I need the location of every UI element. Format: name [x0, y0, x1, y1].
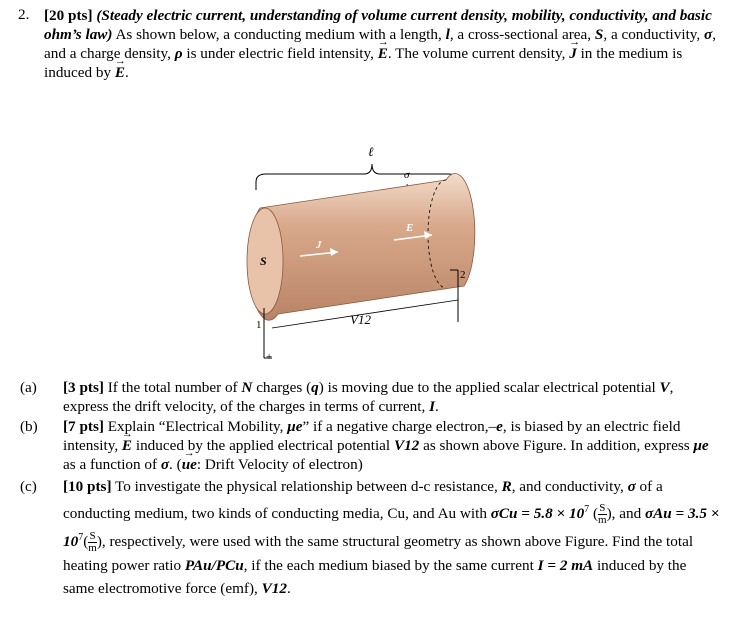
part-a-text-1: If the total number of [103, 379, 242, 396]
symbol-E-vector-2: → E [115, 63, 125, 82]
intro-text-5: is under electric field intensity, [182, 45, 378, 62]
part-b-text-4: induced by the applied electrical potential [132, 437, 394, 454]
intro-text-7: in the medium is induced by [44, 45, 683, 81]
symbol-mu-e-2: μe [693, 437, 709, 454]
part-c-text-1: To investigate the physical relationship between d-c resistance, [111, 478, 502, 495]
sigma-cu-value: σCu = 5.8 × 10 [490, 505, 585, 523]
symbol-mu-e: μe [287, 418, 303, 435]
intro-text-3: , a conductivity, [603, 26, 705, 43]
symbol-l: l [445, 26, 450, 43]
label-J: J [316, 239, 322, 251]
part-c-text-8: . [286, 580, 291, 598]
intro-text-2: , a cross-sectional area, [449, 26, 595, 43]
symbol-V: V [659, 379, 670, 396]
part-b-label: (b) [20, 418, 38, 435]
symbol-q: q [311, 379, 319, 396]
label-terminal-2: 2 [460, 269, 466, 281]
part-c: (c) [10 pts] To investigate the physical relationship between d-c resistance, R, and conductivity, σ of a conducting medium, two kinds of conducting media, Cu, and Au with $\sigma Cu = 5.8 \times 10^7$ ( $\frac{S}{m}$ ), and $\sigma Au = 3.5 \times 10^7$( $\frac{S}{m}$ ), respectively, were used with the same structural geometry as shown above Figure. Find the total heating power ratio PAu/PCu, if the each medium biased by the same current I = 2 mA induced by the same electromotive force (emf), V12. [20, 475, 720, 600]
part-b-text-5: as shown above Figure. In addition, express [419, 437, 694, 454]
intro-text-4: , and a charge density, [44, 26, 716, 62]
intro-text-6: . The volume current density, [387, 45, 570, 62]
symbol-S: S [594, 26, 604, 43]
symbol-E-vector: → E [378, 44, 388, 63]
question-number: 2. [18, 6, 30, 23]
symbol-V12-b: V12 [393, 437, 420, 454]
symbol-rho: ρ [174, 45, 183, 62]
label-sigma: σ [404, 169, 410, 181]
part-a-text-5: . [435, 398, 439, 415]
part-b-points: [7 pts] [63, 418, 104, 435]
label-length: ℓ [368, 144, 374, 159]
part-c-points: [10 pts] [63, 478, 112, 495]
symbol-e: e [496, 418, 503, 435]
part-b-text-3: , is biased by an electric field intensity, [63, 418, 681, 454]
symbol-sigma: σ [704, 26, 713, 43]
symbol-sigma-c: σ [627, 478, 636, 495]
part-a-text-3: ) is moving due to the applied scalar electrical potential [318, 379, 660, 396]
power-ratio: PAu/PCu [184, 557, 244, 575]
part-b-text-1: Explain “Electrical Mobility, [103, 418, 288, 435]
part-a-label: (a) [20, 379, 37, 396]
part-c-text-5: , respectively, were used with the same structural geometry as shown above Figure. Find the total heating power ratio [63, 533, 694, 575]
symbol-E-vector-b: → E [122, 436, 132, 455]
unit-num-cu: S [599, 502, 606, 515]
part-b-text-8: : Drift Velocity of electron) [196, 456, 363, 473]
part-c-text-6: , if the each medium biased by the same current [243, 557, 538, 575]
unit-den-cu: m [598, 514, 607, 527]
symbol-J-vector: → J [569, 44, 577, 63]
sigma-cu-exponent: 7 [584, 504, 590, 515]
part-c-text-4: , and [611, 505, 645, 523]
unit-fraction-au [88, 531, 97, 554]
unit-fraction-cu [598, 503, 607, 526]
intro-text-8: . [125, 64, 129, 81]
part-b-text-6: as a function of [63, 456, 161, 473]
label-E: E [406, 222, 414, 234]
symbol-N: N [241, 379, 253, 396]
symbol-V12-c: V12 [261, 580, 287, 598]
part-b-text-2: ” if a negative charge electron,– [302, 418, 497, 435]
question-topic: (Steady electric current, understanding of volume current density, mobility, conductivity, and basic ohm’s law) [44, 7, 712, 43]
label-S: S [260, 254, 267, 268]
part-c-label: (c) [20, 478, 37, 495]
label-V12 [350, 312, 371, 327]
unit-num-au: S [89, 530, 96, 543]
current-value: I = 2 mA [537, 557, 594, 575]
question-points: [20 pts] [44, 7, 93, 24]
part-a [20, 378, 720, 416]
symbol-I: I [429, 398, 435, 415]
label-terminal-1: 1 [256, 319, 262, 331]
part-c-text-2: , and conductivity, [511, 478, 628, 495]
label-V12-text: V12 [350, 312, 371, 327]
label-plus: + [266, 351, 273, 363]
sigma-au-value: σAu = 3.5 × 10 [63, 505, 720, 551]
unit-den-au: m [88, 542, 97, 555]
part-c-text-3: of a conducting medium, two kinds of conducting media, Cu, and Au with [63, 478, 663, 523]
part-b [20, 417, 720, 474]
symbol-sigma-b: σ [160, 456, 170, 473]
part-a-text-2: charges ( [252, 379, 312, 396]
symbol-u-e-vector: → ue [182, 455, 197, 474]
part-c-text-7: induced by the same electromotive force (emf), [63, 557, 687, 598]
part-a-text-4: , express the drift velocity, of the charges in terms of current, [63, 379, 674, 415]
symbol-R: R [501, 478, 512, 495]
intro-text-1: As shown below, a conducting medium with a length, [112, 26, 446, 43]
question-intro [44, 6, 724, 82]
part-b-text-7: . ( [169, 456, 182, 473]
part-a-points: [3 pts] [63, 379, 104, 396]
conductor-figure [232, 128, 512, 368]
sigma-au-exponent: 7 [78, 532, 84, 544]
question-parts [20, 378, 720, 601]
